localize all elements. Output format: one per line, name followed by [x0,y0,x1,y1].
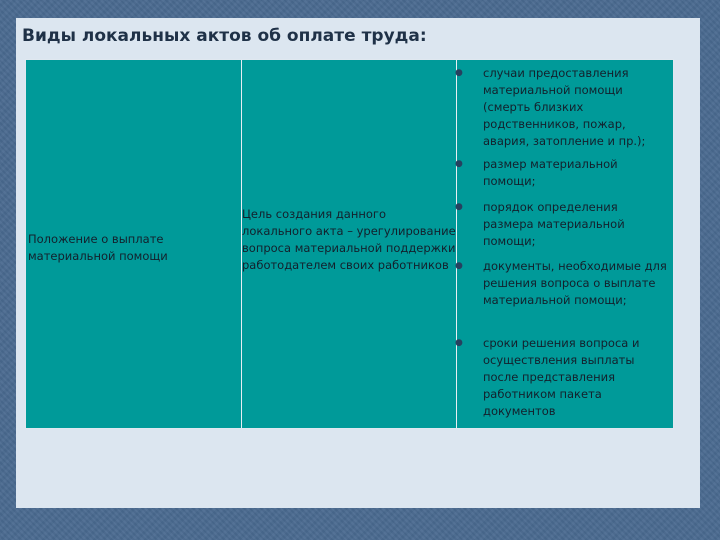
cell-document-name: Положение о выплате материальной помощи [28,232,168,263]
list-item-text: порядок определения размера материальной помощи; [483,200,625,248]
bullet-dot-icon: ● [455,159,463,169]
list-item-text: случаи предоставления материальной помощи (смерть близких родственников, пожар, авария, затопление и пр.); [483,66,646,148]
cell-purpose: Цель создания данного локального акта – урегулирование вопроса материальной поддержки работодателем своих работников [242,207,456,272]
slide-title: Виды локальных актов об оплате труда: [22,26,427,46]
content-table [25,59,674,429]
list-item-text: сроки решения вопроса и осуществления выплаты после представления работником пакета документов [483,336,640,418]
list-item-text: документы, необходимые для решения вопроса о выплате материальной помощи; [483,259,667,307]
list-item-text: размер материальной помощи; [483,157,618,188]
bullet-dot-icon: ● [455,261,463,271]
bullet-dot-icon: ● [455,338,463,348]
slide [16,18,700,508]
column-divider [456,60,457,428]
bullet-dot-icon: ● [455,68,463,78]
bullet-dot-icon: ● [455,202,463,212]
